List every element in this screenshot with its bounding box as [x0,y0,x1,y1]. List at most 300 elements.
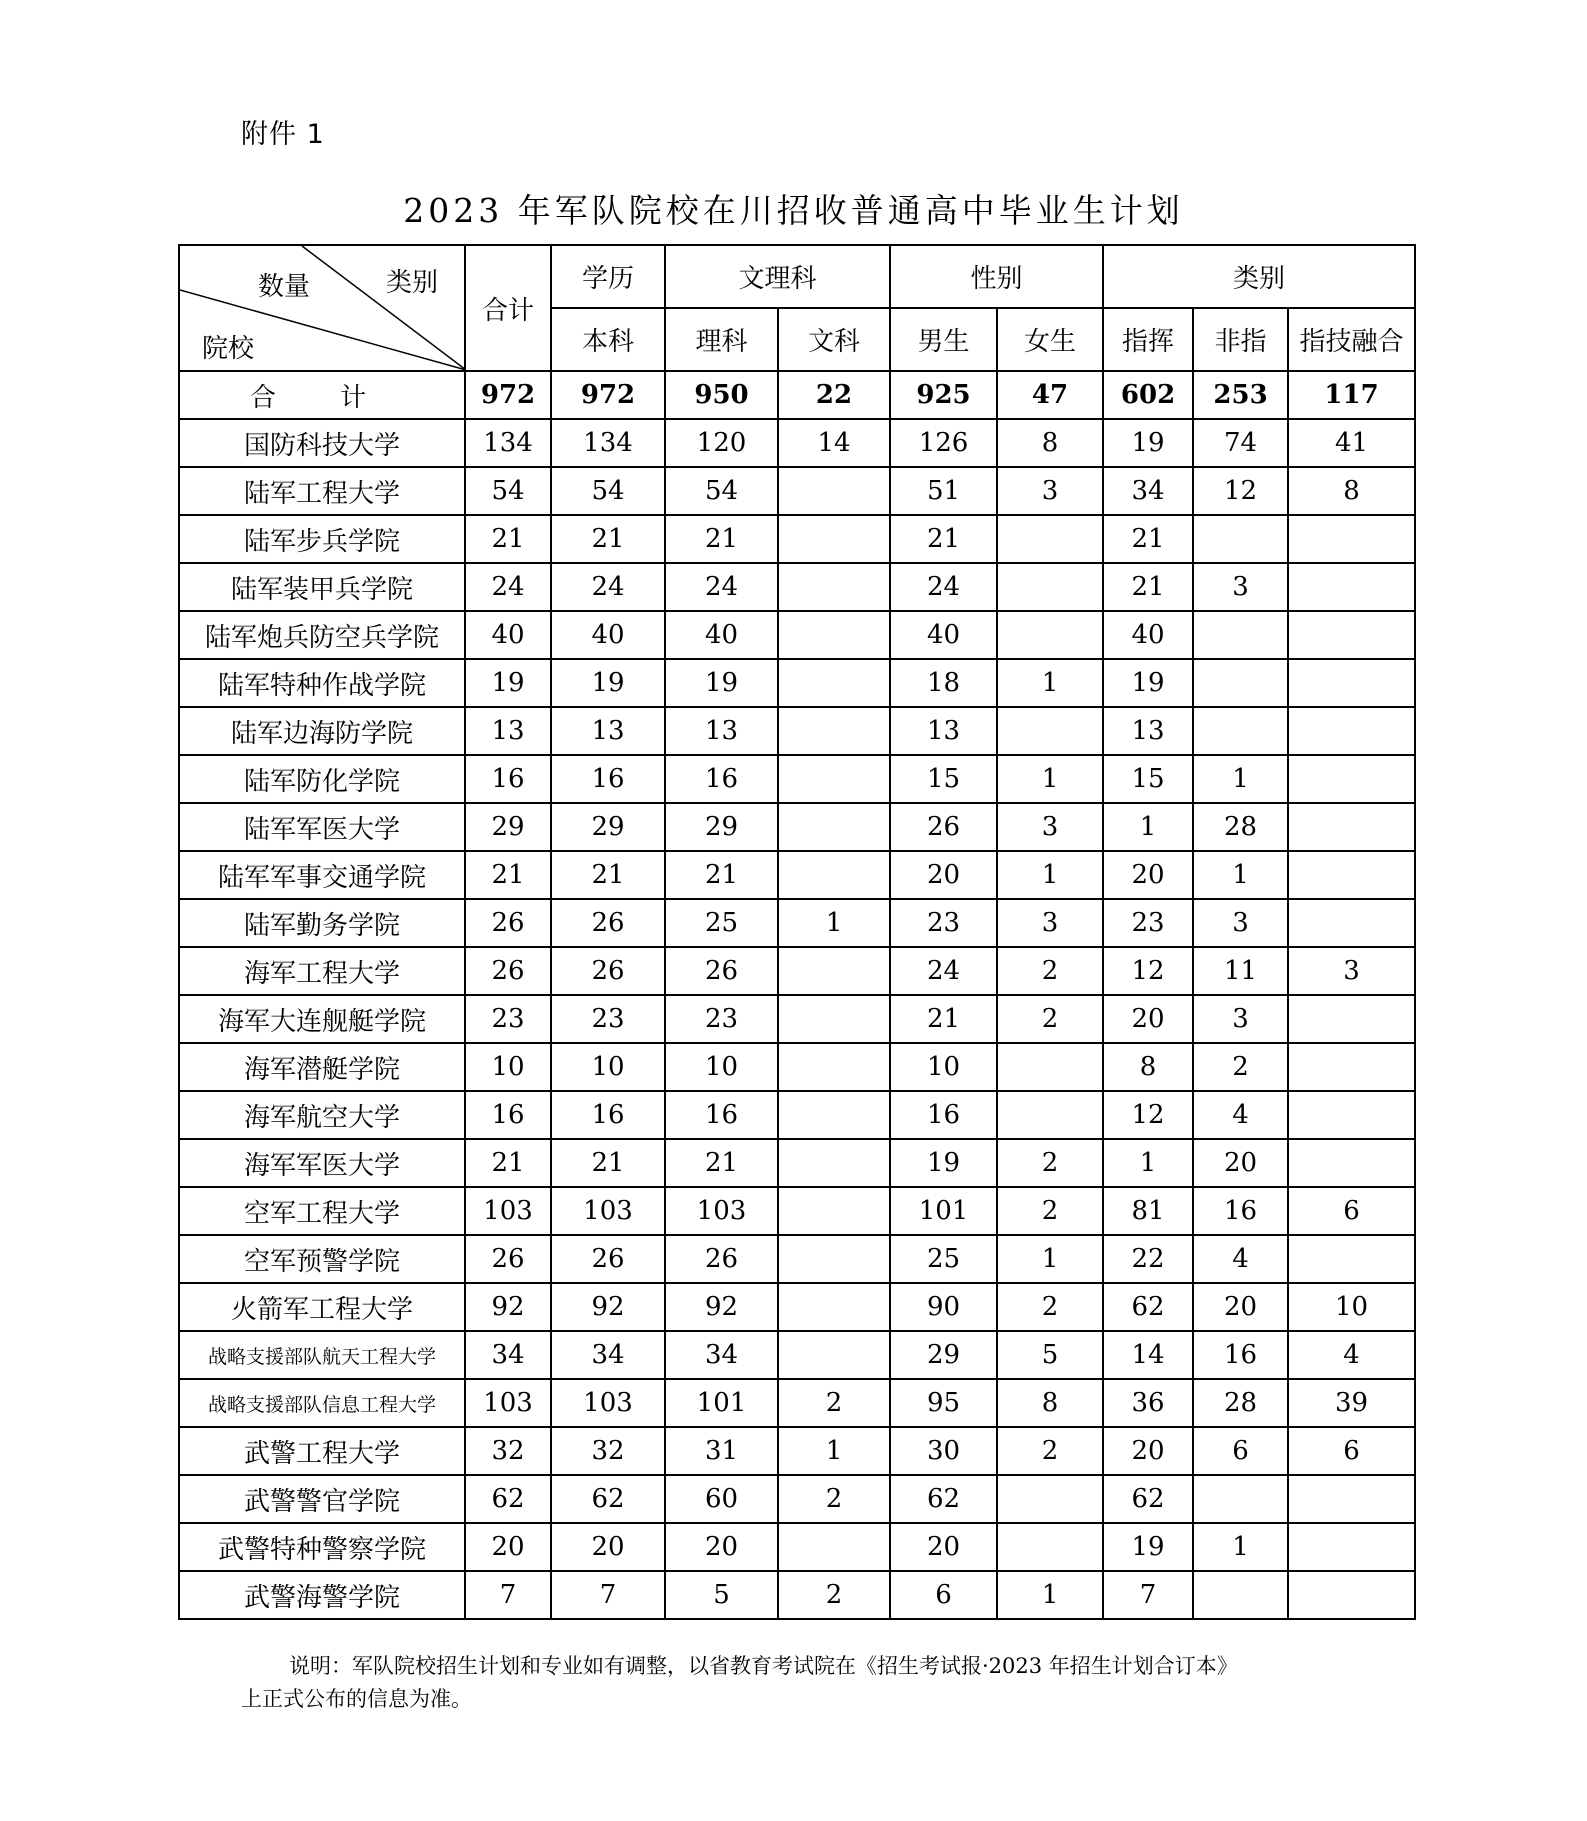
table-row [179,1331,1415,1379]
value-cell [778,947,890,995]
value-cell: 21 [465,515,551,563]
school-name-cell: 武警特种警察学院 [179,1523,465,1571]
value-cell: 32 [465,1427,551,1475]
value-cell: 103 [551,1379,665,1427]
value-cell [1288,899,1415,947]
value-cell: 134 [551,419,665,467]
value-cell: 3 [1288,947,1415,995]
value-cell [778,563,890,611]
school-name-cell: 陆军勤务学院 [179,899,465,947]
value-cell: 21 [551,851,665,899]
value-cell: 21 [551,515,665,563]
value-cell: 21 [665,1139,778,1187]
value-cell: 21 [465,1139,551,1187]
value-cell: 16 [551,1091,665,1139]
value-cell [778,1283,890,1331]
value-cell [1288,1523,1415,1571]
table-row [179,899,1415,947]
value-cell: 54 [551,467,665,515]
value-cell: 16 [890,1091,997,1139]
value-cell: 24 [551,563,665,611]
value-cell: 8 [1288,467,1415,515]
value-cell: 36 [1103,1379,1193,1427]
value-cell: 3 [997,899,1103,947]
school-name-cell: 战略支援部队信息工程大学 [179,1379,465,1427]
value-cell: 23 [465,995,551,1043]
value-cell: 40 [665,611,778,659]
value-cell [1288,755,1415,803]
value-cell: 23 [1103,899,1193,947]
value-cell: 21 [465,851,551,899]
value-cell: 28 [1193,1379,1288,1427]
school-name-cell: 武警警官学院 [179,1475,465,1523]
table-row [179,467,1415,515]
value-cell: 29 [890,1331,997,1379]
value-cell: 8 [997,419,1103,467]
value-cell: 16 [465,1091,551,1139]
table-row [179,1523,1415,1571]
value-cell: 21 [665,851,778,899]
value-cell [778,1091,890,1139]
value-cell: 1 [778,1427,890,1475]
subheader-arts: 文科 [778,308,890,371]
value-cell: 60 [665,1475,778,1523]
school-name-cell: 陆军军事交通学院 [179,851,465,899]
value-cell: 26 [551,947,665,995]
value-cell: 19 [890,1139,997,1187]
value-cell: 20 [1193,1139,1288,1187]
value-cell: 19 [665,659,778,707]
value-cell: 1 [1103,1139,1193,1187]
value-cell: 2 [778,1379,890,1427]
value-cell [997,1091,1103,1139]
value-cell: 10 [890,1043,997,1091]
enrollment-plan-table [178,244,1416,1620]
value-cell: 20 [665,1523,778,1571]
value-cell: 24 [665,563,778,611]
total-cell: 950 [665,371,778,419]
footnote-line-2: 上正式公布的信息为准。 [241,1687,472,1711]
value-cell: 19 [551,659,665,707]
value-cell: 54 [465,467,551,515]
value-cell: 62 [465,1475,551,1523]
table-row [179,1235,1415,1283]
value-cell [1288,515,1415,563]
value-cell: 51 [890,467,997,515]
value-cell [778,659,890,707]
value-cell [778,755,890,803]
value-cell: 19 [1103,659,1193,707]
table-row [179,1283,1415,1331]
value-cell [1193,707,1288,755]
value-cell: 13 [465,707,551,755]
value-cell [778,851,890,899]
value-cell: 13 [551,707,665,755]
corner-category-label: 类别 [386,268,439,298]
value-cell: 1 [997,851,1103,899]
value-cell: 1 [1193,1523,1288,1571]
value-cell: 134 [465,419,551,467]
value-cell: 3 [1193,995,1288,1043]
value-cell: 26 [665,947,778,995]
value-cell [997,707,1103,755]
value-cell: 1 [1193,851,1288,899]
value-cell: 2 [997,947,1103,995]
value-cell: 20 [1103,995,1193,1043]
value-cell [1288,1571,1415,1619]
table-row [179,707,1415,755]
footnote-line-1: 说明：军队院校招生计划和专业如有调整，以省教育考试院在《招生考试报·2023 年招生计划合订本》 [289,1654,1238,1678]
value-cell: 7 [551,1571,665,1619]
value-cell [997,1475,1103,1523]
table-row [179,1187,1415,1235]
value-cell: 34 [1103,467,1193,515]
value-cell: 6 [1193,1427,1288,1475]
total-cell: 22 [778,371,890,419]
value-cell: 62 [1103,1475,1193,1523]
school-name-cell: 海军大连舰艇学院 [179,995,465,1043]
school-name-cell: 海军航空大学 [179,1091,465,1139]
value-cell: 40 [1103,611,1193,659]
school-name-cell: 国防科技大学 [179,419,465,467]
value-cell: 23 [665,995,778,1043]
value-cell [778,1523,890,1571]
value-cell [778,1139,890,1187]
value-cell: 54 [665,467,778,515]
value-cell: 4 [1193,1091,1288,1139]
value-cell: 1 [997,659,1103,707]
value-cell: 103 [465,1379,551,1427]
school-name-cell: 海军工程大学 [179,947,465,995]
value-cell [778,995,890,1043]
value-cell: 20 [890,851,997,899]
value-cell: 2 [1193,1043,1288,1091]
value-cell: 8 [1103,1043,1193,1091]
subheader-non-command: 非指 [1193,308,1288,371]
value-cell: 26 [551,1235,665,1283]
value-cell: 6 [890,1571,997,1619]
value-cell [997,611,1103,659]
group-header-gender: 性别 [890,245,1103,308]
value-cell: 13 [1103,707,1193,755]
table-row [179,1043,1415,1091]
school-name-cell: 火箭军工程大学 [179,1283,465,1331]
total-cell: 253 [1193,371,1288,419]
value-cell: 24 [890,947,997,995]
value-cell [1288,995,1415,1043]
group-header-category: 类别 [1103,245,1415,308]
attachment-label: 附件 1 [241,119,325,150]
value-cell: 16 [1193,1187,1288,1235]
value-cell [997,515,1103,563]
value-cell: 7 [1103,1571,1193,1619]
value-cell: 62 [890,1475,997,1523]
value-cell [1288,1475,1415,1523]
value-cell: 29 [665,803,778,851]
value-cell: 3 [997,803,1103,851]
value-cell: 126 [890,419,997,467]
subheader-command-technical: 指技融合 [1288,308,1415,371]
value-cell: 92 [465,1283,551,1331]
value-cell: 16 [465,755,551,803]
corner-header-cell [179,245,465,371]
subheader-science: 理科 [665,308,778,371]
table-row [179,1571,1415,1619]
table-row [179,851,1415,899]
corner-school-label: 院校 [202,334,255,364]
value-cell: 29 [465,803,551,851]
value-cell: 41 [1288,419,1415,467]
table-row [179,611,1415,659]
value-cell: 6 [1288,1187,1415,1235]
value-cell: 2 [997,995,1103,1043]
value-cell: 13 [665,707,778,755]
value-cell: 1 [997,755,1103,803]
value-cell: 10 [465,1043,551,1091]
subheader-undergraduate: 本科 [551,308,665,371]
value-cell: 20 [551,1523,665,1571]
total-row-label: 合 计 [179,371,465,419]
value-cell: 40 [890,611,997,659]
value-cell: 28 [1193,803,1288,851]
school-name-cell: 武警海警学院 [179,1571,465,1619]
total-cell: 47 [997,371,1103,419]
value-cell: 21 [1103,563,1193,611]
value-cell [997,1043,1103,1091]
value-cell: 19 [1103,419,1193,467]
value-cell: 20 [890,1523,997,1571]
value-cell: 81 [1103,1187,1193,1235]
value-cell [997,1523,1103,1571]
value-cell: 34 [465,1331,551,1379]
total-row [179,371,1415,419]
value-cell: 20 [1103,851,1193,899]
school-name-cell: 海军军医大学 [179,1139,465,1187]
value-cell: 26 [465,899,551,947]
school-name-cell: 陆军防化学院 [179,755,465,803]
value-cell: 16 [551,755,665,803]
value-cell: 1 [997,1571,1103,1619]
value-cell: 8 [997,1379,1103,1427]
value-cell: 19 [1103,1523,1193,1571]
value-cell [778,1187,890,1235]
school-name-cell: 陆军工程大学 [179,467,465,515]
value-cell: 103 [551,1187,665,1235]
value-cell: 20 [465,1523,551,1571]
value-cell [1288,563,1415,611]
value-cell: 32 [551,1427,665,1475]
value-cell [1193,659,1288,707]
value-cell: 12 [1103,947,1193,995]
value-cell: 10 [551,1043,665,1091]
table-row [179,563,1415,611]
value-cell: 3 [1193,563,1288,611]
value-cell: 120 [665,419,778,467]
document-title: 2023 年军队院校在川招收普通高中毕业生计划 [403,191,1184,230]
value-cell: 62 [1103,1283,1193,1331]
school-name-cell: 战略支援部队航天工程大学 [179,1331,465,1379]
value-cell: 103 [665,1187,778,1235]
value-cell [1288,707,1415,755]
table-row [179,659,1415,707]
value-cell: 1 [1103,803,1193,851]
table-row [179,1091,1415,1139]
value-cell: 21 [1103,515,1193,563]
value-cell: 19 [465,659,551,707]
value-cell: 92 [665,1283,778,1331]
value-cell [778,707,890,755]
corner-quantity-label: 数量 [258,272,311,302]
value-cell: 103 [465,1187,551,1235]
value-cell: 95 [890,1379,997,1427]
value-cell [1288,1091,1415,1139]
value-cell: 12 [1103,1091,1193,1139]
value-cell: 92 [551,1283,665,1331]
table-row [179,1139,1415,1187]
value-cell: 10 [665,1043,778,1091]
value-cell [778,611,890,659]
value-cell: 2 [997,1139,1103,1187]
value-cell: 34 [665,1331,778,1379]
value-cell: 21 [890,515,997,563]
value-cell: 2 [778,1571,890,1619]
school-name-cell: 空军工程大学 [179,1187,465,1235]
table-row [179,803,1415,851]
total-header: 合计 [465,245,551,371]
value-cell: 16 [1193,1331,1288,1379]
value-cell: 4 [1193,1235,1288,1283]
value-cell [1193,1571,1288,1619]
total-cell: 925 [890,371,997,419]
value-cell: 25 [665,899,778,947]
value-cell [1193,611,1288,659]
table-row [179,995,1415,1043]
value-cell [778,1043,890,1091]
value-cell [778,1331,890,1379]
value-cell [1288,851,1415,899]
value-cell [778,467,890,515]
value-cell: 2 [997,1427,1103,1475]
value-cell: 15 [1103,755,1193,803]
table-row [179,755,1415,803]
total-cell: 972 [465,371,551,419]
value-cell: 2 [778,1475,890,1523]
value-cell [1288,659,1415,707]
school-name-cell: 空军预警学院 [179,1235,465,1283]
value-cell: 5 [997,1331,1103,1379]
value-cell: 11 [1193,947,1288,995]
total-cell: 972 [551,371,665,419]
value-cell: 20 [1103,1427,1193,1475]
value-cell: 74 [1193,419,1288,467]
value-cell: 16 [665,755,778,803]
value-cell [778,1235,890,1283]
value-cell [778,803,890,851]
subheader-female: 女生 [997,308,1103,371]
value-cell: 21 [665,515,778,563]
value-cell: 14 [778,419,890,467]
header-row-1 [179,245,1415,308]
value-cell: 39 [1288,1379,1415,1427]
value-cell: 22 [1103,1235,1193,1283]
value-cell: 13 [890,707,997,755]
value-cell: 14 [1103,1331,1193,1379]
value-cell: 1 [778,899,890,947]
value-cell: 23 [551,995,665,1043]
value-cell [1288,1139,1415,1187]
value-cell: 26 [890,803,997,851]
value-cell: 12 [1193,467,1288,515]
table-row [179,947,1415,995]
school-name-cell: 陆军边海防学院 [179,707,465,755]
value-cell: 24 [465,563,551,611]
value-cell: 3 [997,467,1103,515]
total-cell: 117 [1288,371,1415,419]
value-cell: 20 [1193,1283,1288,1331]
table-row [179,1379,1415,1427]
value-cell [778,515,890,563]
school-name-cell: 陆军炮兵防空兵学院 [179,611,465,659]
value-cell: 2 [997,1187,1103,1235]
value-cell [1193,1475,1288,1523]
value-cell: 31 [665,1427,778,1475]
total-cell: 602 [1103,371,1193,419]
value-cell: 7 [465,1571,551,1619]
value-cell: 26 [465,947,551,995]
value-cell: 25 [890,1235,997,1283]
value-cell: 26 [665,1235,778,1283]
table-row [179,515,1415,563]
school-name-cell: 武警工程大学 [179,1427,465,1475]
value-cell: 101 [890,1187,997,1235]
school-name-cell: 海军潜艇学院 [179,1043,465,1091]
value-cell: 62 [551,1475,665,1523]
value-cell [1288,611,1415,659]
table-row [179,1475,1415,1523]
value-cell: 34 [551,1331,665,1379]
value-cell: 15 [890,755,997,803]
school-name-cell: 陆军特种作战学院 [179,659,465,707]
value-cell: 40 [465,611,551,659]
value-cell: 4 [1288,1331,1415,1379]
footnote [241,1650,1361,1716]
value-cell: 29 [551,803,665,851]
value-cell: 3 [1193,899,1288,947]
value-cell: 18 [890,659,997,707]
value-cell: 21 [551,1139,665,1187]
value-cell: 1 [997,1235,1103,1283]
value-cell: 90 [890,1283,997,1331]
value-cell: 40 [551,611,665,659]
value-cell [1288,803,1415,851]
group-header-degree: 学历 [551,245,665,308]
value-cell: 23 [890,899,997,947]
school-name-cell: 陆军军医大学 [179,803,465,851]
value-cell [1193,515,1288,563]
value-cell: 21 [890,995,997,1043]
subheader-command: 指挥 [1103,308,1193,371]
group-header-stream: 文理科 [665,245,890,308]
school-name-cell: 陆军装甲兵学院 [179,563,465,611]
value-cell: 16 [665,1091,778,1139]
value-cell: 6 [1288,1427,1415,1475]
value-cell: 101 [665,1379,778,1427]
value-cell [1288,1235,1415,1283]
subheader-male: 男生 [890,308,997,371]
value-cell: 5 [665,1571,778,1619]
value-cell: 24 [890,563,997,611]
value-cell: 26 [465,1235,551,1283]
